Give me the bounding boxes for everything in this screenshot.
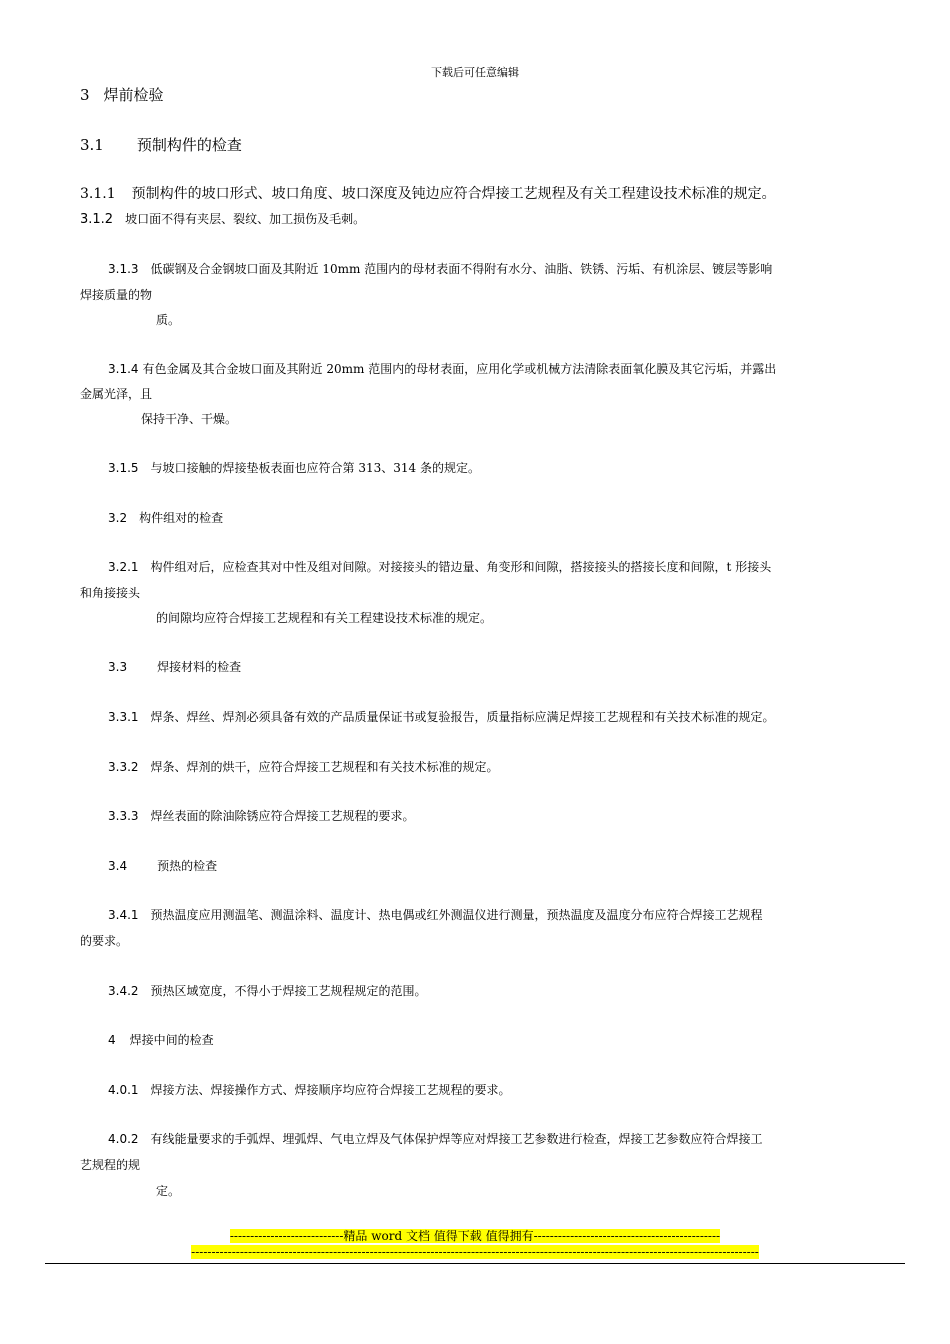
download-note: 下载后可任意编辑 <box>431 66 519 79</box>
clause-text: 预热温度应用测温笔、测温涂料、温度计、热电偶或红外测温仪进行测量，预热温度及温度分布应符合焊接工艺规程 <box>150 908 763 922</box>
footer-banner-text: ----------------------------精品 word 文档 值得下载 值得拥有---------------------------------------------- <box>229 1229 721 1243</box>
section-title: 焊接材料的检查 <box>157 660 242 674</box>
clause-text: 低碳钢及合金钢坡口面及其附近 10mm 范围内的母材表面不得附有水分、油脂、铁锈、污垢、有机涂层、镀层等影响 <box>150 262 773 276</box>
clause-3-4-1-cont: 的要求。 <box>80 934 129 948</box>
clause-text: 有线能量要求的手弧焊、埋弧焊、气电立焊及气体保护焊等应对焊接工艺参数进行检查，焊接工艺参数应符合焊接工 <box>150 1132 763 1146</box>
clause-3-2-1-cont: 和角接接头 <box>80 586 141 600</box>
clause-3-1-5 <box>80 458 938 478</box>
clause-3-1-3-cont: 焊接质量的物 <box>80 288 153 302</box>
clause-text: 构件组对后，应检查其对中性及组对间隙。对接接头的错边量、角变形和间隙，搭接接头的搭接长度和间隙，t 形接头 <box>150 560 772 574</box>
clause-number: 3.1.2 <box>80 212 114 227</box>
section-heading-4 <box>80 1030 938 1050</box>
section-title: 构件组对的检查 <box>139 511 224 525</box>
section-number: 3.2 <box>108 511 128 525</box>
section-heading-3-3 <box>80 657 938 677</box>
section-heading-3-4 <box>80 856 938 876</box>
clause-number: 3.4.1 <box>108 908 139 922</box>
section-heading-3-2 <box>80 508 938 528</box>
section-number: 3.4 <box>108 859 128 873</box>
footer-banner-dashes: -------------------------------------------------------------------------------------------------------------------------------------------- <box>191 1245 759 1259</box>
clause-text: 与坡口接触的焊接垫板表面也应符合第 313、314 条的规定。 <box>150 461 480 475</box>
clause-4-0-2-cont: 艺规程的规 <box>80 1158 141 1172</box>
clause-number: 3.1.3 <box>108 262 139 276</box>
clause-3-3-3 <box>80 806 938 826</box>
clause-text: 预热区域宽度，不得小于焊接工艺规程规定的范围。 <box>150 984 427 998</box>
clause-number: 3.3.2 <box>108 760 139 774</box>
section-number: 3.3 <box>108 660 128 674</box>
clause-3-1-1 <box>80 183 910 205</box>
clause-3-3-1 <box>80 707 938 727</box>
clause-3-1-4-cont: 金属光泽，且 <box>80 387 153 401</box>
clause-text: 焊条、焊剂的烘干，应符合焊接工艺规程和有关技术标准的规定。 <box>150 760 499 774</box>
section-title: 焊前检验 <box>103 86 164 104</box>
clause-text: 坡口面不得有夹层、裂纹、加工损伤及毛刺。 <box>125 212 366 226</box>
clause-4-0-2-cont2: 定。 <box>156 1184 181 1198</box>
clause-number: 3.3.3 <box>108 809 139 823</box>
clause-text: 预制构件的坡口形式、坡口角度、坡口深度及钝边应符合焊接工艺规程及有关工程建设技术标准的规定。 <box>131 186 776 202</box>
clause-3-1-3 <box>80 259 938 279</box>
clause-text: 焊接方法、焊接操作方式、焊接顺序均应符合焊接工艺规程的要求。 <box>150 1083 511 1097</box>
clause-number: 3.1.1 <box>80 186 116 202</box>
section-number: 3 <box>80 86 90 104</box>
clause-4-0-2 <box>80 1129 938 1149</box>
section-heading-3 <box>80 84 910 106</box>
clause-number: 3.1.4 <box>108 362 139 376</box>
section-heading-3-1 <box>80 134 910 156</box>
clause-text: 有色金属及其合金坡口面及其附近 20mm 范围内的母材表面，应用化学或机械方法清除表面氧化膜及其它污垢，并露出 <box>142 362 777 376</box>
footer-rule <box>45 1263 905 1264</box>
section-number: 4 <box>108 1033 116 1047</box>
clause-number: 4.0.1 <box>108 1083 139 1097</box>
clause-3-4-2 <box>80 981 938 1001</box>
clause-3-1-3-cont2: 质。 <box>156 313 181 327</box>
clause-3-2-1-cont2: 的间隙均应符合焊接工艺规程和有关工程建设技术标准的规定。 <box>156 611 493 625</box>
section-title: 预制构件的检查 <box>136 136 242 154</box>
clause-text: 焊条、焊丝、焊剂必须具备有效的产品质量保证书或复验报告，质量指标应满足焊接工艺规程和有关技术标准的规定。 <box>150 710 775 724</box>
clause-text: 焊丝表面的除油除锈应符合焊接工艺规程的要求。 <box>150 809 415 823</box>
clause-number: 3.3.1 <box>108 710 139 724</box>
clause-number: 3.4.2 <box>108 984 139 998</box>
clause-3-1-4 <box>80 359 938 379</box>
clause-4-0-1 <box>80 1080 938 1100</box>
section-title: 预热的检查 <box>157 859 218 873</box>
footer-banner-line1 <box>0 1229 950 1244</box>
clause-number: 3.2.1 <box>108 560 139 574</box>
section-number: 3.1 <box>80 136 104 154</box>
clause-3-2-1 <box>80 557 938 577</box>
clause-number: 3.1.5 <box>108 461 139 475</box>
footer-banner-line2 <box>0 1245 950 1260</box>
clause-3-3-2 <box>80 757 938 777</box>
clause-number: 4.0.2 <box>108 1132 139 1146</box>
clause-3-1-4-cont2: 保持干净、干燥。 <box>141 412 238 426</box>
clause-3-4-1 <box>80 905 938 925</box>
section-title: 焊接中间的检查 <box>129 1033 214 1047</box>
clause-3-1-2 <box>80 209 910 230</box>
